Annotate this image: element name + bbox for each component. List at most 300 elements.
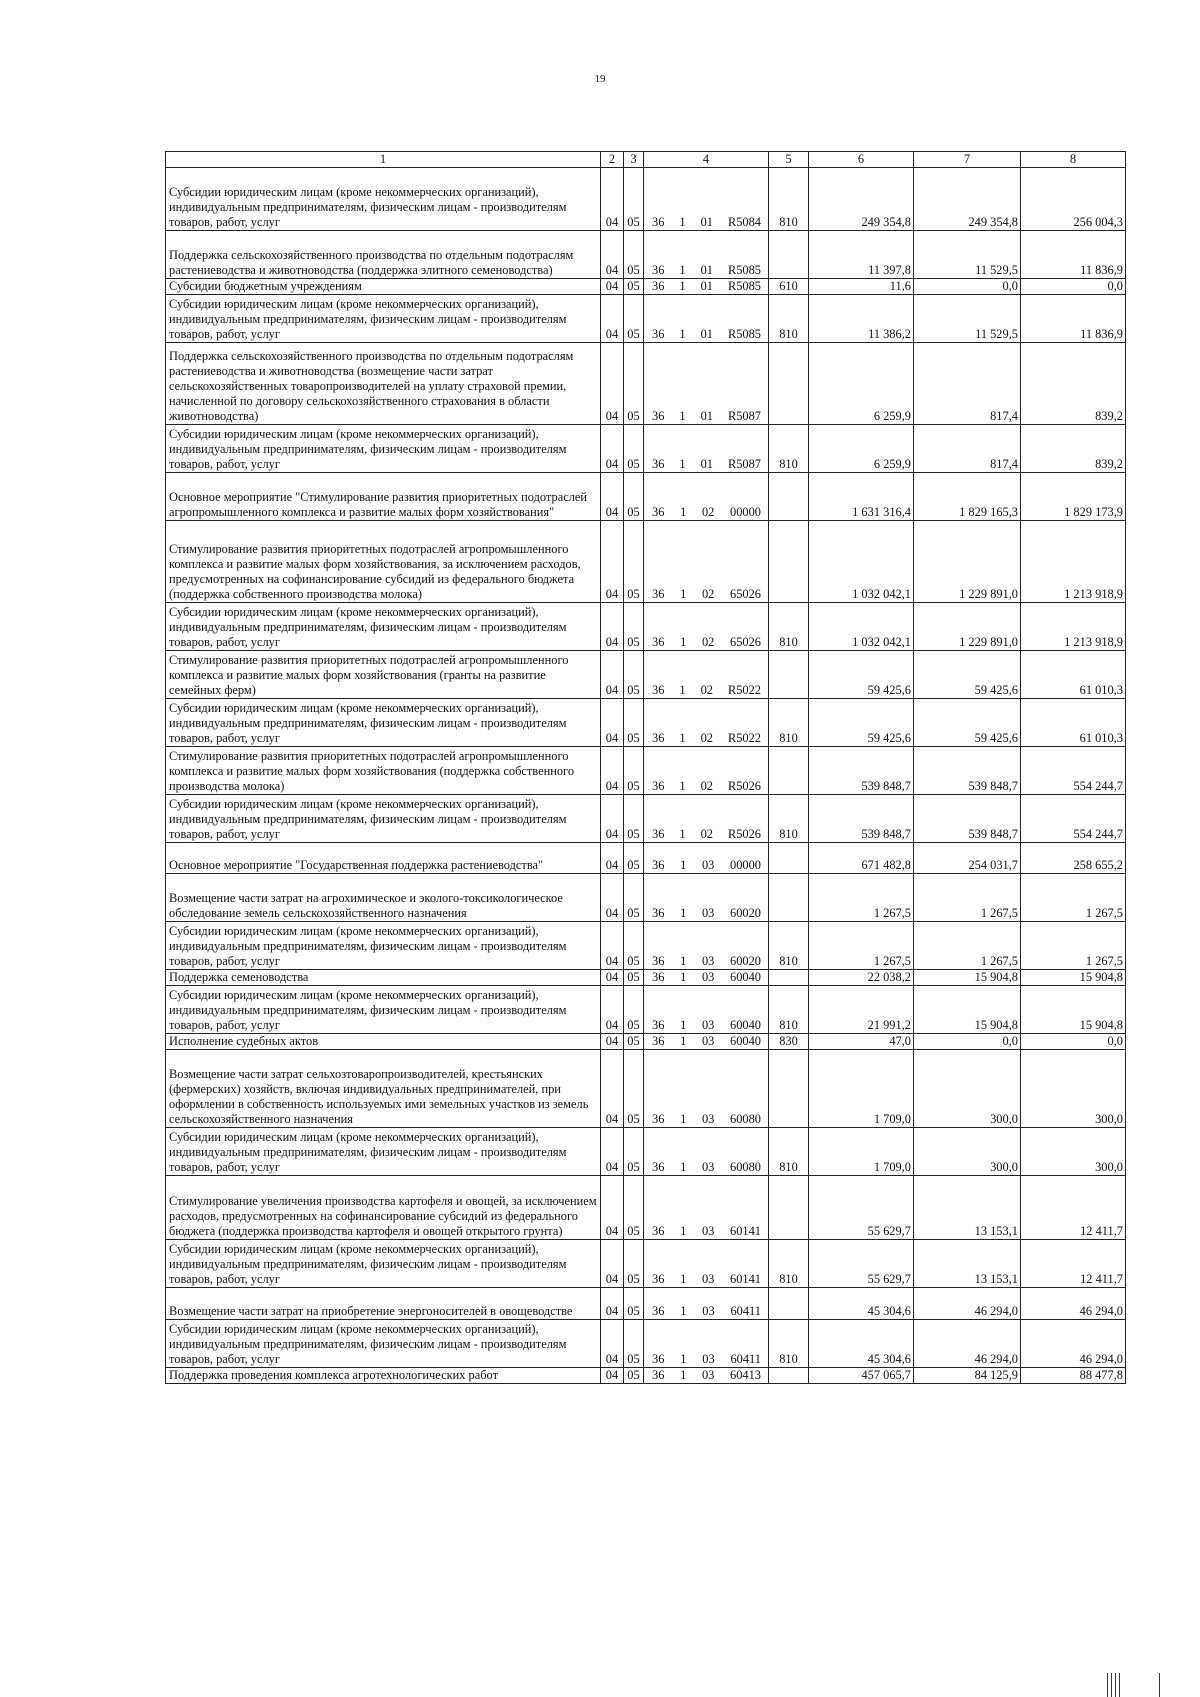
subprogram-code: 1 <box>680 1304 687 1318</box>
amount-col7: 300,0 <box>914 1050 1021 1128</box>
amount-col7: 13 153,1 <box>914 1240 1021 1288</box>
table-row <box>166 1240 1126 1288</box>
section-code: 04 <box>601 1368 624 1384</box>
subprogram-code: 1 <box>679 409 686 423</box>
table-row <box>166 1368 1126 1384</box>
program-code: 36 <box>652 1272 665 1286</box>
amount-col8: 1 213 918,9 <box>1021 521 1126 603</box>
subprogram-code: 1 <box>680 587 687 601</box>
amount-col7: 11 529,5 <box>914 231 1021 279</box>
program-code: 36 <box>652 970 665 984</box>
row-name: Субсидии юридическим лицам (кроме некоммерческих организаций), индивидуальным предпринимателям, физическим лицам - производителям товаров, работ, услуг <box>166 295 601 343</box>
subprogram-code: 1 <box>679 215 686 229</box>
table-row <box>166 279 1126 295</box>
measure-code: 03 <box>702 1304 715 1318</box>
subprogram-code: 1 <box>679 827 686 841</box>
target-article-code <box>644 747 769 795</box>
expense-type-code: 830 <box>769 1034 809 1050</box>
expense-type-code <box>769 747 809 795</box>
amount-col6: 1 267,5 <box>809 922 914 970</box>
amount-col6: 671 482,8 <box>809 843 914 874</box>
amount-col6: 45 304,6 <box>809 1288 914 1320</box>
subsection-code: 05 <box>624 795 644 843</box>
amount-col7: 11 529,5 <box>914 295 1021 343</box>
column-header: 1 <box>166 152 601 168</box>
table-row <box>166 795 1126 843</box>
table-row <box>166 1034 1126 1050</box>
program-code: 36 <box>652 683 665 697</box>
amount-col8: 46 294,0 <box>1021 1288 1126 1320</box>
amount-col7: 46 294,0 <box>914 1288 1021 1320</box>
direction-code: 60040 <box>730 1034 761 1048</box>
measure-code: 02 <box>700 779 713 793</box>
direction-code: 00000 <box>730 858 761 872</box>
amount-col7: 13 153,1 <box>914 1176 1021 1240</box>
expense-type-code: 610 <box>769 279 809 295</box>
table-row <box>166 1128 1126 1176</box>
expense-type-code: 810 <box>769 295 809 343</box>
expense-type-code: 810 <box>769 1320 809 1368</box>
expense-type-code: 810 <box>769 699 809 747</box>
amount-col8: 256 004,3 <box>1021 168 1126 231</box>
subsection-code: 05 <box>624 699 644 747</box>
program-code: 36 <box>652 263 665 277</box>
subsection-code: 05 <box>624 603 644 651</box>
subprogram-code: 1 <box>680 505 687 519</box>
target-article-code <box>644 425 769 473</box>
amount-col6: 11 397,8 <box>809 231 914 279</box>
measure-code: 02 <box>701 635 715 649</box>
measure-code: 03 <box>701 1034 715 1048</box>
measure-code: 03 <box>701 1112 715 1126</box>
amount-col7: 46 294,0 <box>914 1320 1021 1368</box>
subprogram-code: 1 <box>680 954 687 968</box>
target-article-code <box>644 651 769 699</box>
section-code: 04 <box>601 279 624 295</box>
subprogram-code: 1 <box>680 1160 687 1174</box>
amount-col8: 12 411,7 <box>1021 1240 1126 1288</box>
amount-col8: 0,0 <box>1021 279 1126 295</box>
target-article-code <box>644 473 769 521</box>
table-row <box>166 1288 1126 1320</box>
measure-code: 01 <box>700 263 713 277</box>
direction-code: 60040 <box>730 1018 761 1032</box>
amount-col6: 55 629,7 <box>809 1176 914 1240</box>
row-name: Возмещение части затрат сельхозтоваропроизводителей, крестьянских (фермерских) хозяйств, включая индивидуальных предпринимателей, при оформлении в собственность используемых ими земельных участков из земель сельскохозяйственного назначения <box>166 1050 601 1128</box>
program-code: 36 <box>652 635 665 649</box>
subprogram-code: 1 <box>679 779 686 793</box>
table-row <box>166 843 1126 874</box>
program-code: 36 <box>652 1034 665 1048</box>
amount-col6: 1 709,0 <box>809 1050 914 1128</box>
amount-col7: 1 229 891,0 <box>914 521 1021 603</box>
amount-col6: 1 267,5 <box>809 874 914 922</box>
table-row <box>166 231 1126 279</box>
table-row <box>166 874 1126 922</box>
measure-code: 03 <box>701 954 715 968</box>
amount-col7: 539 848,7 <box>914 795 1021 843</box>
amount-col7: 0,0 <box>914 1034 1021 1050</box>
amount-col6: 45 304,6 <box>809 1320 914 1368</box>
amount-col6: 539 848,7 <box>809 747 914 795</box>
amount-col8: 258 655,2 <box>1021 843 1126 874</box>
measure-code: 01 <box>700 457 713 471</box>
expense-type-code <box>769 521 809 603</box>
amount-col7: 0,0 <box>914 279 1021 295</box>
direction-code: R5087 <box>727 409 761 423</box>
section-code: 04 <box>601 1050 624 1128</box>
subsection-code: 05 <box>624 747 644 795</box>
amount-col7: 539 848,7 <box>914 747 1021 795</box>
subsection-code: 05 <box>624 295 644 343</box>
amount-col8: 300,0 <box>1021 1050 1126 1128</box>
amount-col6: 11 386,2 <box>809 295 914 343</box>
amount-col8: 12 411,7 <box>1021 1176 1126 1240</box>
amount-col7: 84 125,9 <box>914 1368 1021 1384</box>
expense-type-code <box>769 874 809 922</box>
table-row <box>166 922 1126 970</box>
subprogram-code: 1 <box>679 263 686 277</box>
amount-col7: 300,0 <box>914 1128 1021 1176</box>
section-code: 04 <box>601 1176 624 1240</box>
page-number: 19 <box>594 73 606 85</box>
subsection-code: 05 <box>624 473 644 521</box>
program-code: 36 <box>652 1352 665 1366</box>
table-row <box>166 1176 1126 1240</box>
measure-code: 03 <box>701 970 715 984</box>
program-code: 36 <box>652 587 665 601</box>
budget-table <box>165 151 1126 1384</box>
subprogram-code: 1 <box>680 1034 687 1048</box>
row-name: Субсидии юридическим лицам (кроме некоммерческих организаций), индивидуальным предпринимателям, физическим лицам - производителям товаров, работ, услуг <box>166 168 601 231</box>
measure-code: 03 <box>701 858 715 872</box>
subprogram-code: 1 <box>679 327 686 341</box>
amount-col7: 59 425,6 <box>914 699 1021 747</box>
direction-code: R5085 <box>727 279 761 293</box>
target-article-code <box>644 1050 769 1128</box>
amount-col6: 1 032 042,1 <box>809 603 914 651</box>
amount-col6: 11,6 <box>809 279 914 295</box>
section-code: 04 <box>601 425 624 473</box>
section-code: 04 <box>601 168 624 231</box>
amount-col8: 61 010,3 <box>1021 699 1126 747</box>
row-name: Субсидии юридическим лицам (кроме некоммерческих организаций), индивидуальным предпринимателям, физическим лицам - производителям товаров, работ, услуг <box>166 1128 601 1176</box>
section-code: 04 <box>601 986 624 1034</box>
amount-col8: 88 477,8 <box>1021 1368 1126 1384</box>
target-article-code <box>644 1320 769 1368</box>
amount-col8: 1 267,5 <box>1021 874 1126 922</box>
subsection-code: 05 <box>624 1128 644 1176</box>
amount-col6: 1 709,0 <box>809 1128 914 1176</box>
measure-code: 02 <box>700 683 713 697</box>
measure-code: 03 <box>701 906 715 920</box>
table-row <box>166 343 1126 425</box>
row-name: Субсидии юридическим лицам (кроме некоммерческих организаций), индивидуальным предпринимателям, физическим лицам - производителям товаров, работ, услуг <box>166 986 601 1034</box>
column-header: 6 <box>809 152 914 168</box>
direction-code: 60020 <box>730 954 761 968</box>
amount-col8: 300,0 <box>1021 1128 1126 1176</box>
amount-col7: 1 267,5 <box>914 922 1021 970</box>
program-code: 36 <box>652 954 665 968</box>
amount-col7: 817,4 <box>914 425 1021 473</box>
section-code: 04 <box>601 473 624 521</box>
expense-type-code <box>769 343 809 425</box>
column-header: 2 <box>601 152 624 168</box>
section-code: 04 <box>601 795 624 843</box>
section-code: 04 <box>601 699 624 747</box>
row-name: Субсидии юридическим лицам (кроме некоммерческих организаций), индивидуальным предпринимателям, физическим лицам - производителям товаров, работ, услуг <box>166 603 601 651</box>
subsection-code: 05 <box>624 231 644 279</box>
subprogram-code: 1 <box>679 279 686 293</box>
expense-type-code: 810 <box>769 795 809 843</box>
amount-col8: 1 267,5 <box>1021 922 1126 970</box>
subsection-code: 05 <box>624 922 644 970</box>
program-code: 36 <box>652 1112 665 1126</box>
row-name: Основное мероприятие "Стимулирование развития приоритетных подотраслей агропромышленного комплекса и развитие малых форм хозяйствования" <box>166 473 601 521</box>
subsection-code: 05 <box>624 425 644 473</box>
program-code: 36 <box>652 1304 665 1318</box>
direction-code: R5022 <box>727 731 761 745</box>
measure-code: 03 <box>701 1272 715 1286</box>
section-code: 04 <box>601 231 624 279</box>
section-code: 04 <box>601 970 624 986</box>
subsection-code: 05 <box>624 874 644 922</box>
subsection-code: 05 <box>624 279 644 295</box>
expense-type-code <box>769 651 809 699</box>
measure-code: 03 <box>701 1018 715 1032</box>
amount-col8: 554 244,7 <box>1021 747 1126 795</box>
row-name: Стимулирование развития приоритетных подотраслей агропромышленного комплекса и развитие малых форм хозяйствования (гранты на развитие семейных ферм) <box>166 651 601 699</box>
subprogram-code: 1 <box>680 1112 687 1126</box>
amount-col6: 59 425,6 <box>809 699 914 747</box>
program-code: 36 <box>652 858 665 872</box>
expense-type-code <box>769 1176 809 1240</box>
column-header: 3 <box>624 152 644 168</box>
measure-code: 03 <box>701 1224 715 1238</box>
subprogram-code: 1 <box>680 858 687 872</box>
section-code: 04 <box>601 747 624 795</box>
program-code: 36 <box>652 1368 665 1382</box>
table-body <box>166 168 1126 1384</box>
target-article-code <box>644 343 769 425</box>
direction-code: R5022 <box>727 683 761 697</box>
direction-code: 60080 <box>730 1160 761 1174</box>
subprogram-code: 1 <box>680 1368 687 1382</box>
measure-code: 01 <box>700 409 713 423</box>
table-row <box>166 747 1126 795</box>
amount-col6: 21 991,2 <box>809 986 914 1034</box>
row-name: Поддержка семеноводства <box>166 970 601 986</box>
row-name: Субсидии юридическим лицам (кроме некоммерческих организаций), индивидуальным предпринимателям, физическим лицам - производителям товаров, работ, услуг <box>166 1240 601 1288</box>
amount-col7: 1 829 165,3 <box>914 473 1021 521</box>
direction-code: 60141 <box>730 1224 761 1238</box>
amount-col7: 254 031,7 <box>914 843 1021 874</box>
row-name: Субсидии бюджетным учреждениям <box>166 279 601 295</box>
amount-col6: 6 259,9 <box>809 425 914 473</box>
direction-code: 00000 <box>730 505 761 519</box>
target-article-code <box>644 1128 769 1176</box>
subprogram-code: 1 <box>680 1272 687 1286</box>
expense-type-code <box>769 231 809 279</box>
target-article-code <box>644 521 769 603</box>
section-code: 04 <box>601 1320 624 1368</box>
subprogram-code: 1 <box>680 1224 687 1238</box>
amount-col8: 15 904,8 <box>1021 986 1126 1034</box>
program-code: 36 <box>652 327 665 341</box>
direction-code: 60080 <box>730 1112 761 1126</box>
subprogram-code: 1 <box>679 457 686 471</box>
table-row <box>166 651 1126 699</box>
program-code: 36 <box>652 1160 665 1174</box>
table-row <box>166 168 1126 231</box>
row-name: Поддержка сельскохозяйственного производства по отдельным подотраслям растениеводства и животноводства (поддержка элитного семеноводства) <box>166 231 601 279</box>
amount-col6: 59 425,6 <box>809 651 914 699</box>
target-article-code <box>644 279 769 295</box>
row-name: Стимулирование развития приоритетных подотраслей агропромышленного комплекса и развитие малых форм хозяйствования (поддержка собственного производства молока) <box>166 747 601 795</box>
subsection-code: 05 <box>624 986 644 1034</box>
amount-col7: 15 904,8 <box>914 986 1021 1034</box>
amount-col7: 817,4 <box>914 343 1021 425</box>
program-code: 36 <box>652 1018 665 1032</box>
subsection-code: 05 <box>624 343 644 425</box>
direction-code: 60413 <box>730 1368 761 1382</box>
amount-col6: 539 848,7 <box>809 795 914 843</box>
target-article-code <box>644 922 769 970</box>
column-header: 4 <box>644 152 769 168</box>
direction-code: R5026 <box>727 827 761 841</box>
row-name: Стимулирование развития приоритетных подотраслей агропромышленного комплекса и развитие малых форм хозяйствования, за исключением расходов, предусмотренных на софинансирование субсидий из федерального бюджета (поддержка собственного производства молока) <box>166 521 601 603</box>
expense-type-code: 810 <box>769 986 809 1034</box>
subsection-code: 05 <box>624 970 644 986</box>
measure-code: 02 <box>700 827 713 841</box>
target-article-code <box>644 874 769 922</box>
target-article-code <box>644 1368 769 1384</box>
amount-col8: 46 294,0 <box>1021 1320 1126 1368</box>
subsection-code: 05 <box>624 1176 644 1240</box>
target-article-code <box>644 795 769 843</box>
amount-col8: 11 836,9 <box>1021 231 1126 279</box>
program-code: 36 <box>652 779 665 793</box>
expense-type-code: 810 <box>769 922 809 970</box>
section-code: 04 <box>601 1240 624 1288</box>
table-row <box>166 295 1126 343</box>
target-article-code <box>644 295 769 343</box>
row-name: Субсидии юридическим лицам (кроме некоммерческих организаций), индивидуальным предпринимателям, физическим лицам - производителям товаров, работ, услуг <box>166 922 601 970</box>
expense-type-code: 810 <box>769 1240 809 1288</box>
amount-col8: 554 244,7 <box>1021 795 1126 843</box>
amount-col7: 59 425,6 <box>914 651 1021 699</box>
table-row <box>166 603 1126 651</box>
amount-col6: 47,0 <box>809 1034 914 1050</box>
section-code: 04 <box>601 1128 624 1176</box>
row-name: Возмещение части затрат на приобретение энергоносителей в овощеводстве <box>166 1288 601 1320</box>
program-code: 36 <box>652 215 665 229</box>
measure-code: 02 <box>701 505 715 519</box>
subprogram-code: 1 <box>680 1352 687 1366</box>
row-name: Стимулирование увеличения производства картофеля и овощей, за исключением расходов, предусмотренных на софинансирование субсидий из федерального бюджета (поддержка производства картофеля и овощей открытого грунта) <box>166 1176 601 1240</box>
expense-type-code <box>769 473 809 521</box>
amount-col6: 1 032 042,1 <box>809 521 914 603</box>
program-code: 36 <box>652 457 665 471</box>
target-article-code <box>644 699 769 747</box>
column-header: 7 <box>914 152 1021 168</box>
direction-code: 60040 <box>730 970 761 984</box>
subsection-code: 05 <box>624 1288 644 1320</box>
subsection-code: 05 <box>624 521 644 603</box>
amount-col6: 1 631 316,4 <box>809 473 914 521</box>
table-row <box>166 425 1126 473</box>
expense-type-code <box>769 1288 809 1320</box>
program-code: 36 <box>652 827 665 841</box>
section-code: 04 <box>601 521 624 603</box>
subprogram-code: 1 <box>679 683 686 697</box>
table-row <box>166 1320 1126 1368</box>
amount-col8: 839,2 <box>1021 425 1126 473</box>
direction-code: R5085 <box>727 263 761 277</box>
subsection-code: 05 <box>624 1050 644 1128</box>
direction-code: 65026 <box>730 587 761 601</box>
measure-code: 01 <box>700 327 713 341</box>
subprogram-code: 1 <box>680 635 687 649</box>
program-code: 36 <box>652 505 665 519</box>
direction-code: 60020 <box>730 906 761 920</box>
direction-code: R5084 <box>727 215 761 229</box>
direction-code: R5087 <box>727 457 761 471</box>
scan-marks <box>1107 1670 1167 1697</box>
subsection-code: 05 <box>624 843 644 874</box>
section-code: 04 <box>601 603 624 651</box>
measure-code: 01 <box>700 279 713 293</box>
row-name: Субсидии юридическим лицам (кроме некоммерческих организаций), индивидуальным предпринимателям, физическим лицам - производителям товаров, работ, услуг <box>166 1320 601 1368</box>
subprogram-code: 1 <box>680 970 687 984</box>
direction-code: 60411 <box>730 1304 761 1318</box>
target-article-code <box>644 1240 769 1288</box>
section-code: 04 <box>601 651 624 699</box>
measure-code: 03 <box>701 1160 715 1174</box>
direction-code: R5085 <box>727 327 761 341</box>
row-name: Основное мероприятие "Государственная поддержка растениеводства" <box>166 843 601 874</box>
amount-col6: 55 629,7 <box>809 1240 914 1288</box>
amount-col7: 249 354,8 <box>914 168 1021 231</box>
section-code: 04 <box>601 343 624 425</box>
amount-col8: 11 836,9 <box>1021 295 1126 343</box>
table-row <box>166 986 1126 1034</box>
amount-col7: 1 229 891,0 <box>914 603 1021 651</box>
expense-type-code <box>769 843 809 874</box>
column-header: 5 <box>769 152 809 168</box>
section-code: 04 <box>601 843 624 874</box>
direction-code: 65026 <box>730 635 761 649</box>
expense-type-code: 810 <box>769 168 809 231</box>
amount-col7: 1 267,5 <box>914 874 1021 922</box>
target-article-code <box>644 1034 769 1050</box>
target-article-code <box>644 231 769 279</box>
program-code: 36 <box>652 409 665 423</box>
row-name: Поддержка проведения комплекса агротехнологических работ <box>166 1368 601 1384</box>
amount-col6: 249 354,8 <box>809 168 914 231</box>
target-article-code <box>644 1288 769 1320</box>
target-article-code <box>644 843 769 874</box>
expense-type-code: 810 <box>769 425 809 473</box>
amount-col8: 1 829 173,9 <box>1021 473 1126 521</box>
header-row <box>166 152 1126 168</box>
amount-col7: 15 904,8 <box>914 970 1021 986</box>
expense-type-code: 810 <box>769 603 809 651</box>
direction-code: 60411 <box>730 1352 761 1366</box>
section-code: 04 <box>601 295 624 343</box>
row-name: Субсидии юридическим лицам (кроме некоммерческих организаций), индивидуальным предпринимателям, физическим лицам - производителям товаров, работ, услуг <box>166 795 601 843</box>
subsection-code: 05 <box>624 1240 644 1288</box>
